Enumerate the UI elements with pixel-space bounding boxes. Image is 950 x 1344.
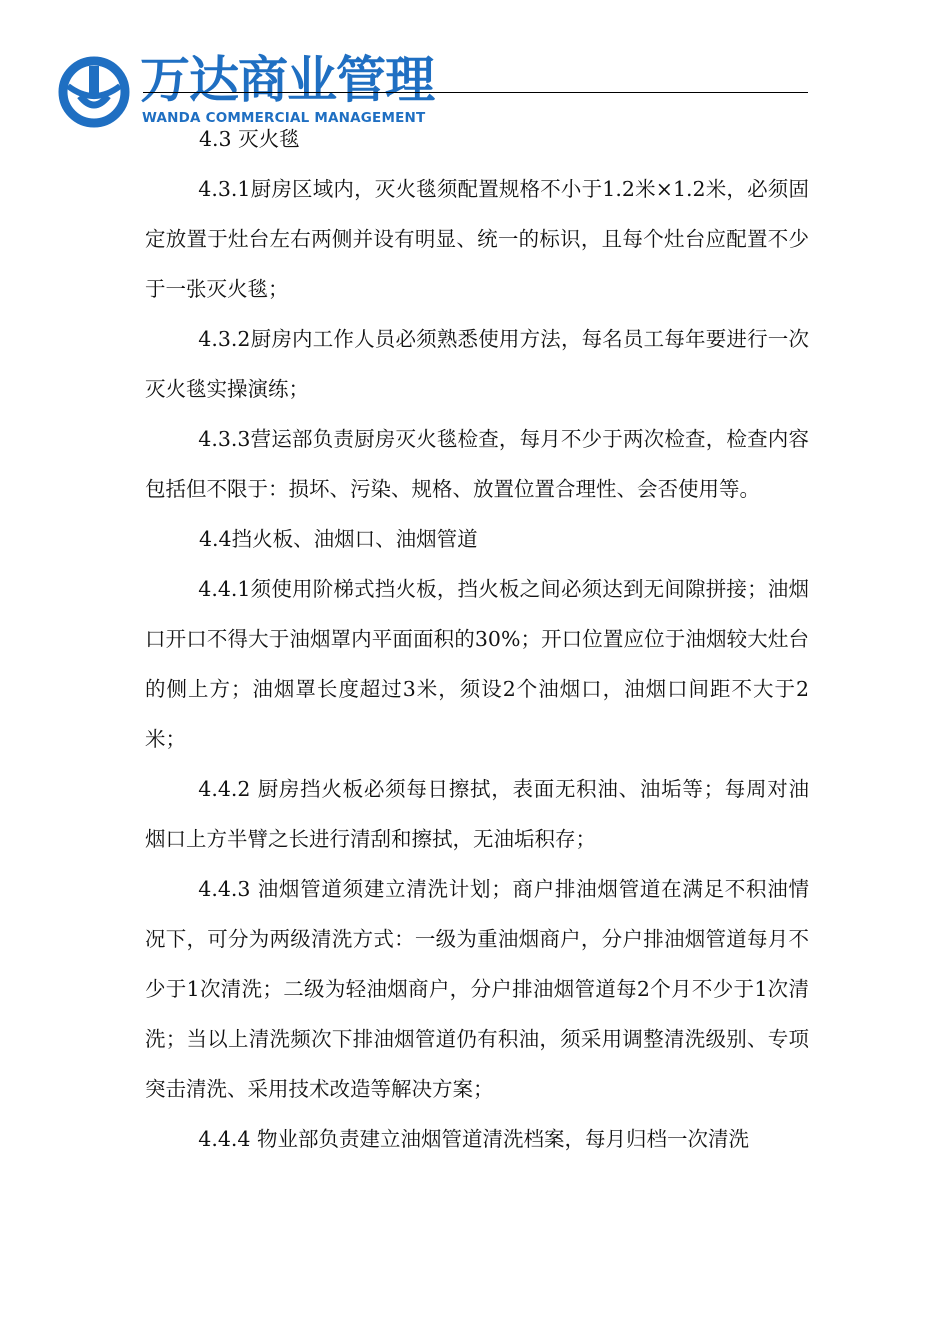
paragraph-4-3-3: 4.3.3营运部负责厨房灭火毯检查，每月不少于两次检查，检查内容包括但不限于：损坏、污染、规格、放置位置合理性、会否使用等。 xyxy=(145,427,809,501)
paragraph-4-3-1: 4.3.1厨房区域内，灭火毯须配置规格不小于1.2米×1.2米，必须固定放置于灶台左右两侧并设有明显、统一的标识，且每个灶台应配置不少于一张灭火毯； xyxy=(145,177,809,301)
header-divider xyxy=(143,92,808,93)
logo-english-text: WANDA COMMERCIAL MANAGEMENT xyxy=(142,110,426,126)
document-body xyxy=(145,114,809,1164)
logo-chinese-text: 万达商业管理 xyxy=(140,51,434,109)
paragraph-4-4-4: 4.4.4 物业部负责建立油烟管道清洗档案，每月归档一次清洗 xyxy=(198,1127,749,1151)
section-heading-4-3: 4.3 灭火毯 xyxy=(199,127,300,151)
paragraph-4-3-2: 4.3.2厨房内工作人员必须熟悉使用方法，每名员工每年要进行一次灭火毯实操演练； xyxy=(145,327,809,401)
section-heading-4-4: 4.4挡火板、油烟口、油烟管道 xyxy=(199,527,478,551)
paragraph-4-4-1: 4.4.1须使用阶梯式挡火板，挡火板之间必须达到无间隙拼接；油烟口开口不得大于油烟罩内平面面积的30%；开口位置应位于油烟较大灶台的侧上方；油烟罩长度超过3米，须设2个油烟口，油烟口间距不大于2米； xyxy=(145,577,809,751)
paragraph-4-4-2: 4.4.2 厨房挡火板必须每日擦拭，表面无积油、油垢等；每周对油烟口上方半臂之长进行清刮和擦拭，无油垢积存； xyxy=(145,777,809,851)
paragraph-4-4-3: 4.4.3 油烟管道须建立清洗计划；商户排油烟管道在满足不积油情况下，可分为两级清洗方式：一级为重油烟商户，分户排油烟管道每月不少于1次清洗；二级为轻油烟商户，分户排油烟管道每2个月不少于1次清洗；当以上清洗频次下排油烟管道仍有积油，须采用调整清洗级别、专项突击清洗、采用技术改造等解决方案； xyxy=(145,877,809,1101)
wanda-logo-icon xyxy=(58,56,130,128)
